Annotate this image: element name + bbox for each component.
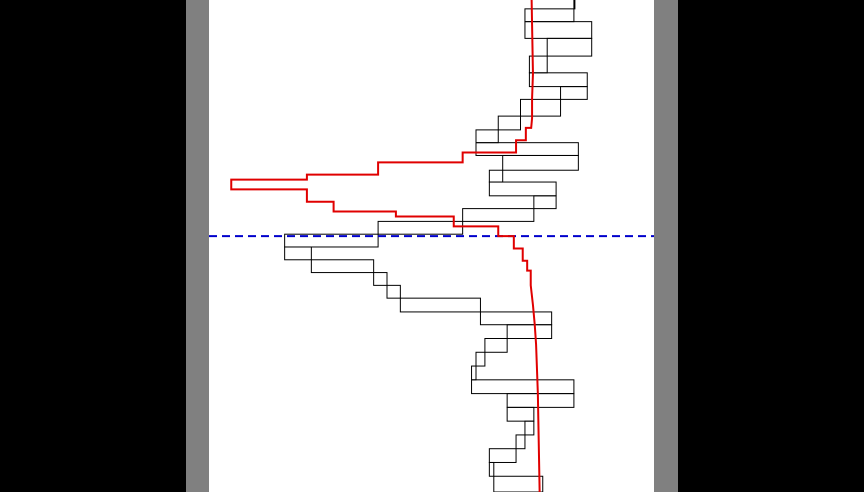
histogram-bin [574,0,575,9]
